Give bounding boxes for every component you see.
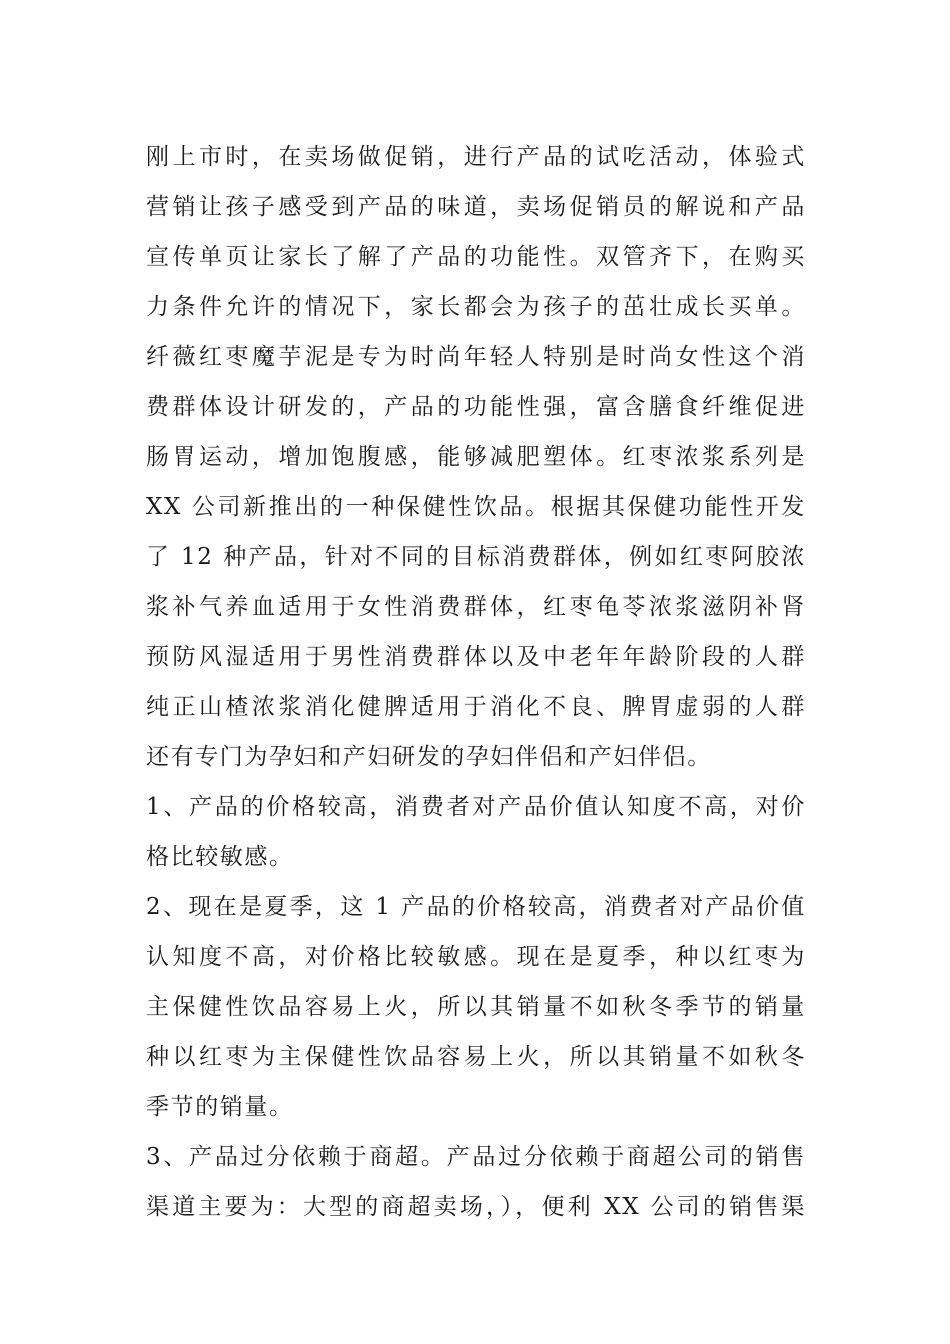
text-line: 还有专门为孕妇和产妇研发的孕妇伴侣和产妇伴侣。 [146, 744, 712, 770]
text-line: 格比较敏感。 [146, 844, 294, 870]
text-line: 2、现在是夏季，这 1 产品的价格较高，消费者对产品价值 [146, 894, 806, 920]
text-line: 主保健性饮品容易上火，所以其销量不如秋冬季节的销量 [146, 994, 806, 1020]
text-line: 种以红枣为主保健性饮品容易上火，所以其销量不如秋冬 [146, 1044, 806, 1070]
text-line: 宣传单页让家长了解了产品的功能性。双管齐下，在购买 [146, 244, 806, 270]
text-line: 刚上市时，在卖场做促销，进行产品的试吃活动，体验式 [146, 144, 806, 170]
text-line: 力条件允许的情况下，家长都会为孩子的茁壮成长买单。 [146, 294, 806, 320]
document-body [146, 132, 806, 1232]
text-line: 3、产品过分依赖于商超。产品过分依赖于商超公司的销售 [146, 1144, 806, 1170]
text-line: 预防风湿适用于男性消费群体以及中老年年龄阶段的人群 [146, 644, 806, 670]
text-line: 渠道主要为：大型的商超卖场，），便利 XX 公司的销售渠 [146, 1194, 806, 1220]
text-line: 季节的销量。 [146, 1094, 294, 1120]
text-line: 1、产品的价格较高，消费者对产品价值认知度不高，对价 [146, 794, 806, 820]
text-line: 纯正山楂浓浆消化健脾适用于消化不良、脾胃虚弱的人群 [146, 694, 806, 720]
text-line: 肠胃运动，增加饱腹感，能够减肥塑体。红枣浓浆系列是 [146, 444, 806, 470]
text-line: 认知度不高，对价格比较敏感。现在是夏季，种以红枣为 [146, 944, 806, 970]
text-line: 纤薇红枣魔芋泥是专为时尚年轻人特别是时尚女性这个消 [146, 344, 806, 370]
text-line: 浆补气养血适用于女性消费群体，红枣龟苓浓浆滋阴补肾 [146, 594, 806, 620]
text-line: 了 12 种产品，针对不同的目标消费群体，例如红枣阿胶浓 [146, 544, 806, 570]
text-line: 费群体设计研发的，产品的功能性强，富含膳食纤维促进 [146, 394, 806, 420]
text-line: 营销让孩子感受到产品的味道，卖场促销员的解说和产品 [146, 194, 806, 220]
text-line: XX 公司新推出的一种保健性饮品。根据其保健功能性开发 [146, 494, 806, 520]
